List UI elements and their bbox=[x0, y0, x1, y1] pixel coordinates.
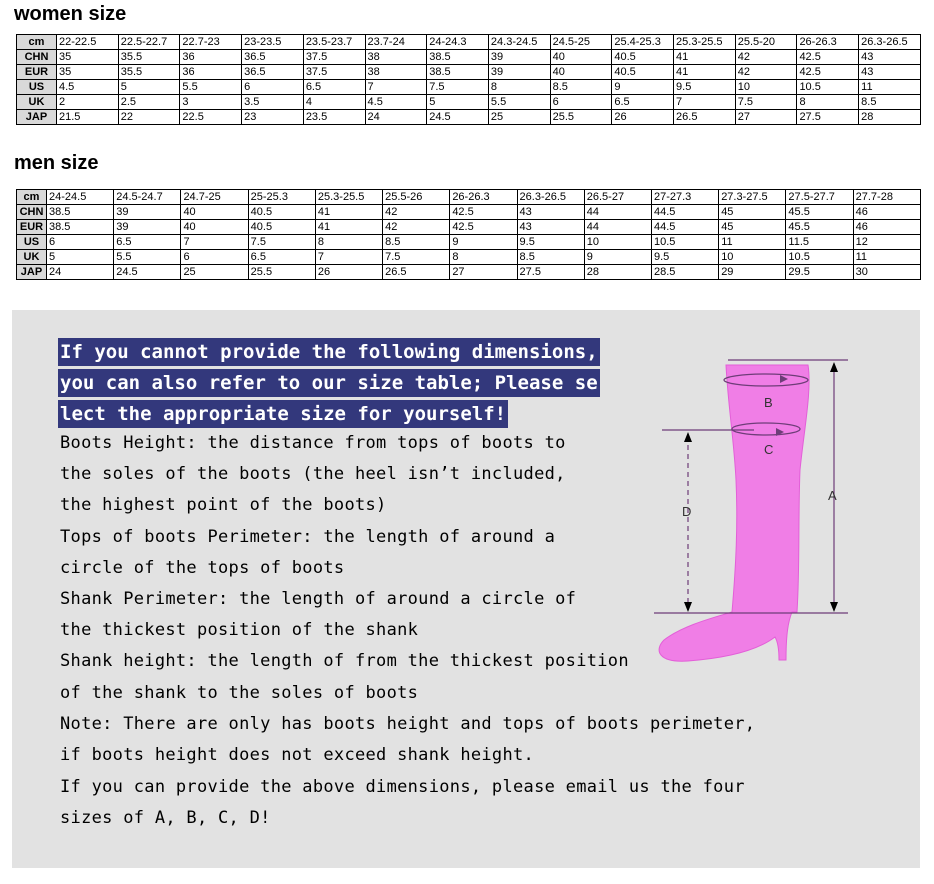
table-cell: 24.5-24.7 bbox=[114, 190, 181, 205]
table-cell: 42 bbox=[735, 50, 797, 65]
table-cell: 38.5 bbox=[47, 205, 114, 220]
d-arrow-top bbox=[684, 432, 692, 442]
table-cell: 8.5 bbox=[859, 95, 921, 110]
table-cell: 27.7-28 bbox=[853, 190, 920, 205]
table-cell: 40.5 bbox=[612, 50, 674, 65]
table-cell: 46 bbox=[853, 220, 920, 235]
table-cell: 24-24.3 bbox=[427, 35, 489, 50]
table-cell: 24.7-25 bbox=[181, 190, 248, 205]
table-cell: 10 bbox=[735, 80, 797, 95]
table-cell: 6 bbox=[181, 250, 248, 265]
table-cell: 43 bbox=[859, 50, 921, 65]
table-cell: 40.5 bbox=[248, 220, 315, 235]
row-label: US bbox=[17, 80, 57, 95]
d-arrow-bottom bbox=[684, 602, 692, 612]
table-cell: 36 bbox=[180, 50, 242, 65]
table-cell: 28 bbox=[859, 110, 921, 125]
table-cell: 25 bbox=[181, 265, 248, 280]
table-cell: 42.5 bbox=[797, 50, 859, 65]
instruction-line: If you can provide the above dimensions, please email us the four bbox=[60, 777, 745, 797]
table-cell: 11.5 bbox=[786, 235, 853, 250]
table-cell: 26.3-26.5 bbox=[517, 190, 584, 205]
table-cell: 22.5-22.7 bbox=[118, 35, 180, 50]
table-cell: 9 bbox=[612, 80, 674, 95]
table-cell: 39 bbox=[114, 220, 181, 235]
table-cell: 5 bbox=[427, 95, 489, 110]
table-cell: 10.5 bbox=[651, 235, 718, 250]
instruction-line: Shank Perimeter: the length of around a circle of bbox=[60, 589, 577, 609]
table-cell: 24.3-24.5 bbox=[488, 35, 550, 50]
table-cell: 42.5 bbox=[450, 205, 517, 220]
table-cell: 8.5 bbox=[550, 80, 612, 95]
table-cell: 11 bbox=[859, 80, 921, 95]
table-cell: 36.5 bbox=[242, 65, 304, 80]
table-cell: 25.5 bbox=[550, 110, 612, 125]
table-cell: 45.5 bbox=[786, 205, 853, 220]
table-cell: 27.5-27.7 bbox=[786, 190, 853, 205]
table-cell: 42 bbox=[383, 205, 450, 220]
label-a: A bbox=[828, 488, 837, 503]
table-cell: 45 bbox=[719, 220, 786, 235]
instruction-line: the thickest position of the shank bbox=[60, 620, 419, 640]
table-cell: 6.5 bbox=[612, 95, 674, 110]
table-cell: 7.5 bbox=[735, 95, 797, 110]
label-c: C bbox=[764, 442, 774, 457]
table-row bbox=[17, 250, 921, 265]
row-label: JAP bbox=[17, 110, 57, 125]
table-cell: 39 bbox=[488, 50, 550, 65]
row-label: CHN bbox=[17, 205, 47, 220]
table-cell: 8.5 bbox=[517, 250, 584, 265]
table-cell: 10.5 bbox=[797, 80, 859, 95]
label-d: D bbox=[682, 504, 692, 519]
table-cell: 25 bbox=[488, 110, 550, 125]
row-label: US bbox=[17, 235, 47, 250]
table-cell: 36 bbox=[180, 65, 242, 80]
table-cell: 29 bbox=[719, 265, 786, 280]
table-cell: 22 bbox=[118, 110, 180, 125]
table-cell: 4.5 bbox=[365, 95, 427, 110]
table-cell: 25.3-25.5 bbox=[674, 35, 736, 50]
table-cell: 41 bbox=[674, 50, 736, 65]
table-cell: 6.5 bbox=[248, 250, 315, 265]
table-cell: 26.5 bbox=[674, 110, 736, 125]
table-cell: 26-26.3 bbox=[450, 190, 517, 205]
table-cell: 10 bbox=[584, 235, 651, 250]
table-row bbox=[17, 65, 921, 80]
row-label: UK bbox=[17, 95, 57, 110]
table-cell: 27-27.3 bbox=[651, 190, 718, 205]
table-cell: 25.5 bbox=[248, 265, 315, 280]
table-cell: 23.5-23.7 bbox=[303, 35, 365, 50]
table-cell: 24 bbox=[47, 265, 114, 280]
table-cell: 40 bbox=[550, 65, 612, 80]
table-cell: 4 bbox=[303, 95, 365, 110]
row-label: UK bbox=[17, 250, 47, 265]
table-cell: 5.5 bbox=[180, 80, 242, 95]
table-cell: 26-26.3 bbox=[797, 35, 859, 50]
table-cell: 41 bbox=[315, 205, 382, 220]
table-cell: 26.5 bbox=[383, 265, 450, 280]
table-cell: 7.5 bbox=[248, 235, 315, 250]
instruction-line: Note: There are only has boots height and tops of boots perimeter, bbox=[60, 714, 756, 734]
table-row bbox=[17, 110, 921, 125]
table-cell: 8.5 bbox=[383, 235, 450, 250]
table-cell: 9 bbox=[450, 235, 517, 250]
table-cell: 27.5 bbox=[797, 110, 859, 125]
table-cell: 7.5 bbox=[383, 250, 450, 265]
table-row bbox=[17, 235, 921, 250]
table-cell: 6 bbox=[47, 235, 114, 250]
instruction-line: circle of the tops of boots bbox=[60, 558, 345, 578]
table-cell: 7.5 bbox=[427, 80, 489, 95]
men-size-table bbox=[16, 189, 921, 280]
table-cell: 35 bbox=[57, 65, 119, 80]
table-cell: 6 bbox=[242, 80, 304, 95]
table-cell: 36.5 bbox=[242, 50, 304, 65]
table-cell: 35.5 bbox=[118, 50, 180, 65]
table-cell: 8 bbox=[450, 250, 517, 265]
table-cell: 27 bbox=[450, 265, 517, 280]
table-cell: 9.5 bbox=[651, 250, 718, 265]
table-cell: 43 bbox=[859, 65, 921, 80]
table-cell: 26.5-27 bbox=[584, 190, 651, 205]
table-cell: 28 bbox=[584, 265, 651, 280]
table-cell: 42.5 bbox=[797, 65, 859, 80]
table-cell: 22.7-23 bbox=[180, 35, 242, 50]
table-cell: 43 bbox=[517, 220, 584, 235]
table-cell: 25.5-26 bbox=[383, 190, 450, 205]
highlight-line-1: If you cannot provide the following dimensions, bbox=[58, 338, 600, 366]
table-cell: 38.5 bbox=[47, 220, 114, 235]
table-cell: 5.5 bbox=[114, 250, 181, 265]
table-cell: 35.5 bbox=[118, 65, 180, 80]
table-cell: 44.5 bbox=[651, 205, 718, 220]
table-cell: 42 bbox=[735, 65, 797, 80]
table-cell: 24.5-25 bbox=[550, 35, 612, 50]
instruction-line: Tops of boots Perimeter: the length of around a bbox=[60, 527, 556, 547]
table-cell: 24.5 bbox=[114, 265, 181, 280]
table-cell: 35 bbox=[57, 50, 119, 65]
row-label: cm bbox=[17, 35, 57, 50]
table-cell: 3 bbox=[180, 95, 242, 110]
row-label: EUR bbox=[17, 220, 47, 235]
instruction-line: Shank height: the length of from the thickest position bbox=[60, 651, 629, 671]
row-label: CHN bbox=[17, 50, 57, 65]
table-cell: 8 bbox=[315, 235, 382, 250]
table-cell: 23 bbox=[242, 110, 304, 125]
table-cell: 40 bbox=[181, 205, 248, 220]
table-cell: 40 bbox=[550, 50, 612, 65]
instruction-line: Boots Height: the distance from tops of boots to bbox=[60, 433, 566, 453]
table-cell: 27.5 bbox=[517, 265, 584, 280]
table-cell: 41 bbox=[674, 65, 736, 80]
table-cell: 24 bbox=[365, 110, 427, 125]
men-size-title: men size bbox=[14, 152, 99, 174]
table-cell: 23.5 bbox=[303, 110, 365, 125]
table-cell: 12 bbox=[853, 235, 920, 250]
table-cell: 25.4-25.3 bbox=[612, 35, 674, 50]
row-label: JAP bbox=[17, 265, 47, 280]
row-label: EUR bbox=[17, 65, 57, 80]
table-cell: 8 bbox=[797, 95, 859, 110]
table-cell: 44.5 bbox=[651, 220, 718, 235]
table-cell: 23-23.5 bbox=[242, 35, 304, 50]
table-cell: 10 bbox=[719, 250, 786, 265]
instruction-line: if boots height does not exceed shank height. bbox=[60, 745, 535, 765]
boot-diagram bbox=[650, 350, 860, 670]
table-cell: 28.5 bbox=[651, 265, 718, 280]
women-size-title: women size bbox=[14, 3, 127, 25]
table-cell: 27 bbox=[735, 110, 797, 125]
table-cell: 11 bbox=[853, 250, 920, 265]
table-cell: 6 bbox=[550, 95, 612, 110]
table-row bbox=[17, 80, 921, 95]
table-cell: 6.5 bbox=[114, 235, 181, 250]
table-cell: 38 bbox=[365, 50, 427, 65]
table-cell: 25-25.3 bbox=[248, 190, 315, 205]
table-row bbox=[17, 220, 921, 235]
table-cell: 30 bbox=[853, 265, 920, 280]
instruction-line: of the shank to the soles of boots bbox=[60, 683, 419, 703]
table-cell: 39 bbox=[488, 65, 550, 80]
table-cell: 27.3-27.5 bbox=[719, 190, 786, 205]
table-cell: 11 bbox=[719, 235, 786, 250]
table-cell: 9 bbox=[584, 250, 651, 265]
table-cell: 3.5 bbox=[242, 95, 304, 110]
table-cell: 43 bbox=[517, 205, 584, 220]
table-cell: 22.5 bbox=[180, 110, 242, 125]
table-cell: 9.5 bbox=[517, 235, 584, 250]
a-arrow-bottom bbox=[830, 602, 838, 612]
table-cell: 44 bbox=[584, 220, 651, 235]
table-cell: 37.5 bbox=[303, 65, 365, 80]
table-cell: 5 bbox=[118, 80, 180, 95]
table-cell: 7 bbox=[365, 80, 427, 95]
table-cell: 2.5 bbox=[118, 95, 180, 110]
table-row bbox=[17, 50, 921, 65]
instruction-line: the soles of the boots (the heel isn’t included, bbox=[60, 464, 566, 484]
table-cell: 21.5 bbox=[57, 110, 119, 125]
table-cell: 46 bbox=[853, 205, 920, 220]
table-cell: 42 bbox=[383, 220, 450, 235]
table-cell: 41 bbox=[315, 220, 382, 235]
women-size-table bbox=[16, 34, 921, 125]
table-cell: 26.3-26.5 bbox=[859, 35, 921, 50]
table-cell: 42.5 bbox=[450, 220, 517, 235]
row-label: cm bbox=[17, 190, 47, 205]
table-cell: 22-22.5 bbox=[57, 35, 119, 50]
table-cell: 40 bbox=[181, 220, 248, 235]
table-cell: 39 bbox=[114, 205, 181, 220]
table-cell: 25.3-25.5 bbox=[315, 190, 382, 205]
table-cell: 23.7-24 bbox=[365, 35, 427, 50]
table-cell: 6.5 bbox=[303, 80, 365, 95]
table-cell: 24-24.5 bbox=[47, 190, 114, 205]
table-cell: 25.5-20 bbox=[735, 35, 797, 50]
table-cell: 7 bbox=[181, 235, 248, 250]
table-cell: 40.5 bbox=[248, 205, 315, 220]
a-arrow-top bbox=[830, 362, 838, 372]
table-cell: 40.5 bbox=[612, 65, 674, 80]
table-cell: 37.5 bbox=[303, 50, 365, 65]
table-cell: 38 bbox=[365, 65, 427, 80]
table-cell: 29.5 bbox=[786, 265, 853, 280]
table-row bbox=[17, 35, 921, 50]
table-cell: 4.5 bbox=[57, 80, 119, 95]
table-cell: 26 bbox=[612, 110, 674, 125]
table-cell: 10.5 bbox=[786, 250, 853, 265]
table-row bbox=[17, 265, 921, 280]
table-cell: 2 bbox=[57, 95, 119, 110]
table-cell: 38.5 bbox=[427, 65, 489, 80]
table-cell: 7 bbox=[674, 95, 736, 110]
instruction-line: sizes of A, B, C, D! bbox=[60, 808, 271, 828]
table-cell: 8 bbox=[488, 80, 550, 95]
table-row bbox=[17, 205, 921, 220]
highlight-line-2: you can also refer to our size table; Please se bbox=[58, 369, 600, 397]
label-b: B bbox=[764, 395, 773, 410]
table-row bbox=[17, 95, 921, 110]
instruction-line: the highest point of the boots) bbox=[60, 495, 387, 515]
table-cell: 5.5 bbox=[488, 95, 550, 110]
table-cell: 45.5 bbox=[786, 220, 853, 235]
table-cell: 24.5 bbox=[427, 110, 489, 125]
table-cell: 45 bbox=[719, 205, 786, 220]
table-cell: 26 bbox=[315, 265, 382, 280]
table-cell: 7 bbox=[315, 250, 382, 265]
highlight-line-3: lect the appropriate size for yourself! bbox=[58, 400, 508, 428]
table-row bbox=[17, 190, 921, 205]
table-cell: 5 bbox=[47, 250, 114, 265]
table-cell: 9.5 bbox=[674, 80, 736, 95]
table-cell: 38.5 bbox=[427, 50, 489, 65]
table-cell: 44 bbox=[584, 205, 651, 220]
